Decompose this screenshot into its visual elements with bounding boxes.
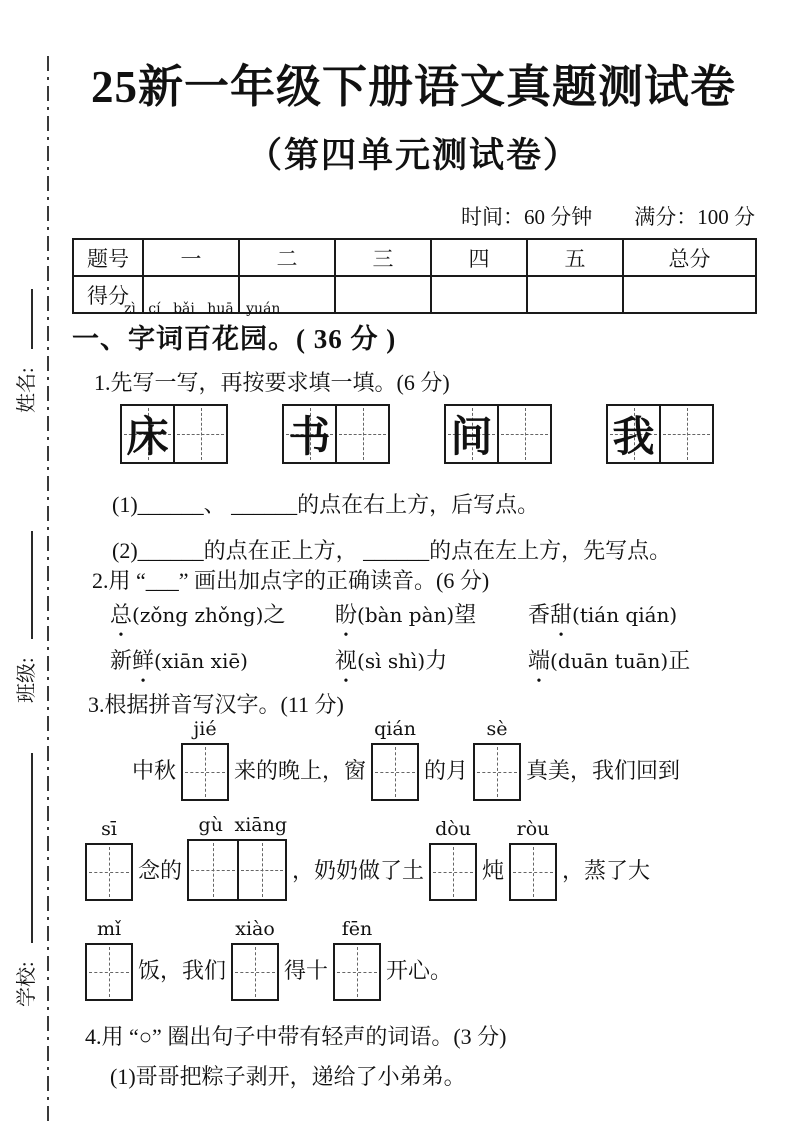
q2-item	[110, 644, 335, 675]
q2-item-after: 之	[263, 602, 286, 627]
header-q5: 五	[527, 239, 623, 276]
write-box	[473, 743, 521, 801]
write-box	[181, 743, 229, 801]
grid-cell-empty	[335, 406, 388, 462]
school-label: 学校:	[16, 961, 38, 1007]
q4-prompt: 4.用 “○” 圈出句子中带有轻声的词语。(3 分)	[85, 1024, 507, 1049]
score-row-label: 得分	[73, 276, 143, 313]
pinyin-label: qián	[374, 718, 416, 740]
write-box-group	[85, 918, 133, 1001]
pinyin-label: fēn	[341, 918, 373, 940]
paper-title: 25新一年级下册语文真题测试卷	[90, 62, 736, 112]
pinyin-label: sī	[101, 818, 117, 840]
char-grid-shu	[282, 404, 390, 464]
dotted-char: 甜	[550, 602, 573, 627]
q2-options-row-1	[72, 598, 755, 629]
q1-character-grids	[72, 404, 755, 464]
class-field	[10, 531, 39, 703]
q1-sub2: (2)______的点在正上方， ______的点在左上方，先写点。	[112, 538, 672, 563]
q3-text: 来的晚上，窗	[234, 758, 367, 783]
section-1-heading	[72, 301, 755, 356]
write-box-group	[333, 918, 381, 1001]
write-box-double	[187, 839, 287, 901]
dotted-char: 视	[335, 648, 358, 673]
pinyin-option: (zǒng zhǒng)	[132, 603, 264, 627]
q3-text: 开心。	[386, 958, 453, 983]
pinyin-label: xiāng	[234, 814, 288, 836]
pinyin-label: gù	[198, 814, 223, 836]
write-box-group	[473, 718, 521, 801]
q2-prompt: 2.用 “___” 画出加点字的正确读音。(6 分)	[92, 568, 490, 593]
char-grid-chuang	[120, 404, 228, 464]
q2-item	[528, 598, 755, 629]
write-box-group	[231, 918, 279, 1001]
pinyin-label: mǐ	[96, 918, 122, 940]
write-box-group-double	[187, 814, 287, 901]
q3-text: 得十	[284, 958, 329, 983]
grid-cell-empty	[497, 406, 550, 462]
write-box-group	[371, 718, 419, 801]
class-label: 班级:	[16, 657, 38, 703]
q3-text: ，蒸了大	[562, 858, 651, 883]
dotted-char: 总	[110, 602, 133, 627]
write-box	[85, 843, 133, 901]
grid-char: 间	[450, 415, 493, 461]
q3-prompt: 3.根据拼音写汉字。(11 分)	[88, 692, 344, 717]
name-blank	[11, 289, 33, 349]
school-field	[10, 753, 39, 1007]
pinyin-label-pair	[187, 814, 287, 836]
q2-options-row-2	[72, 644, 755, 675]
pinyin-label: xiào	[235, 918, 275, 940]
q1-sub1: (1)______、 ______的点在右上方，后写点。	[112, 492, 540, 517]
q3-line-2	[72, 814, 755, 901]
pinyin-label: dòu	[435, 818, 471, 840]
q1-prompt: 1.先写一写，再按要求填一填。(6 分)	[94, 370, 450, 395]
header-q3: 三	[335, 239, 431, 276]
exam-info	[72, 201, 755, 231]
pinyin-label: jié	[193, 718, 217, 740]
pinyin-label: ròu	[516, 818, 550, 840]
pinyin-option: (sì shì)	[357, 649, 426, 673]
grid-char: 床	[126, 415, 169, 461]
q2-item-after: 力	[425, 648, 448, 673]
q3-line-1	[72, 718, 755, 801]
write-box-group	[181, 718, 229, 801]
pinyin-option: (bàn pàn)	[357, 603, 455, 627]
q2-item	[335, 598, 528, 629]
q2-item-after: 正	[668, 648, 691, 673]
school-blank	[11, 753, 33, 943]
write-box	[85, 943, 133, 1001]
char-grid-jian	[444, 404, 552, 464]
q3-text: 的月	[424, 758, 469, 783]
grid-char: 我	[612, 415, 655, 461]
q3-text: ，奶奶做了土	[292, 858, 425, 883]
grid-char: 书	[288, 415, 331, 461]
q3-text: 中秋	[132, 758, 177, 783]
grid-cell-filled	[284, 406, 335, 462]
q2-item	[335, 644, 528, 675]
q4-sentence: (1)哥哥把粽子剥开，递给了小弟弟。	[110, 1064, 466, 1089]
header-q2: 二	[239, 239, 335, 276]
write-box-group	[429, 818, 477, 901]
write-box-cell	[189, 841, 237, 899]
grid-cell-empty	[659, 406, 712, 462]
pinyin-option: (xiān xiē)	[154, 649, 248, 673]
binding-line	[47, 56, 49, 1122]
name-field	[10, 289, 39, 413]
write-box	[371, 743, 419, 801]
class-blank	[11, 531, 33, 639]
full-score-info: 满分：100 分	[634, 205, 755, 229]
dotted-char: 鲜	[132, 648, 155, 673]
write-box	[231, 943, 279, 1001]
grid-cell-filled	[122, 406, 173, 462]
pinyin-label: sè	[486, 718, 508, 740]
write-box	[509, 843, 557, 901]
write-box-group	[509, 818, 557, 901]
section-1-pinyin: zì cí bǎi huā yuán	[124, 301, 281, 317]
write-box-group	[85, 818, 133, 901]
header-total: 总分	[623, 239, 756, 276]
dotted-char: 端	[528, 648, 551, 673]
grid-cell-filled	[446, 406, 497, 462]
name-label: 姓名:	[16, 367, 38, 413]
grid-cell-empty	[173, 406, 226, 462]
paper-subtitle: （第四单元测试卷）	[246, 136, 580, 175]
q2-item-before: 新	[110, 648, 133, 673]
score-table-header-row	[73, 239, 756, 276]
q2-item-before: 香	[528, 602, 551, 627]
q3-text: 炖	[482, 858, 505, 883]
pinyin-option: (duān tuān)	[550, 649, 669, 673]
grid-cell-filled	[608, 406, 659, 462]
char-grid-wo	[606, 404, 714, 464]
dotted-char: 盼	[335, 602, 358, 627]
q3-line-3	[72, 918, 755, 1001]
pinyin-option: (tián qián)	[572, 603, 678, 627]
q3-text: 真美，我们回到	[526, 758, 681, 783]
q3-text: 念的	[138, 858, 183, 883]
time-info: 时间：60 分钟	[461, 205, 593, 229]
q3-text: 饭，我们	[138, 958, 227, 983]
section-1-title: 一、字词百花园。( 36 分 )	[72, 324, 397, 354]
write-box	[333, 943, 381, 1001]
q2-item	[110, 598, 335, 629]
header-question-number: 题号	[73, 239, 143, 276]
write-box	[429, 843, 477, 901]
q2-item-after: 望	[454, 602, 477, 627]
q2-item	[528, 644, 755, 675]
header-q4: 四	[431, 239, 527, 276]
write-box-cell	[237, 841, 285, 899]
header-q1: 一	[143, 239, 239, 276]
